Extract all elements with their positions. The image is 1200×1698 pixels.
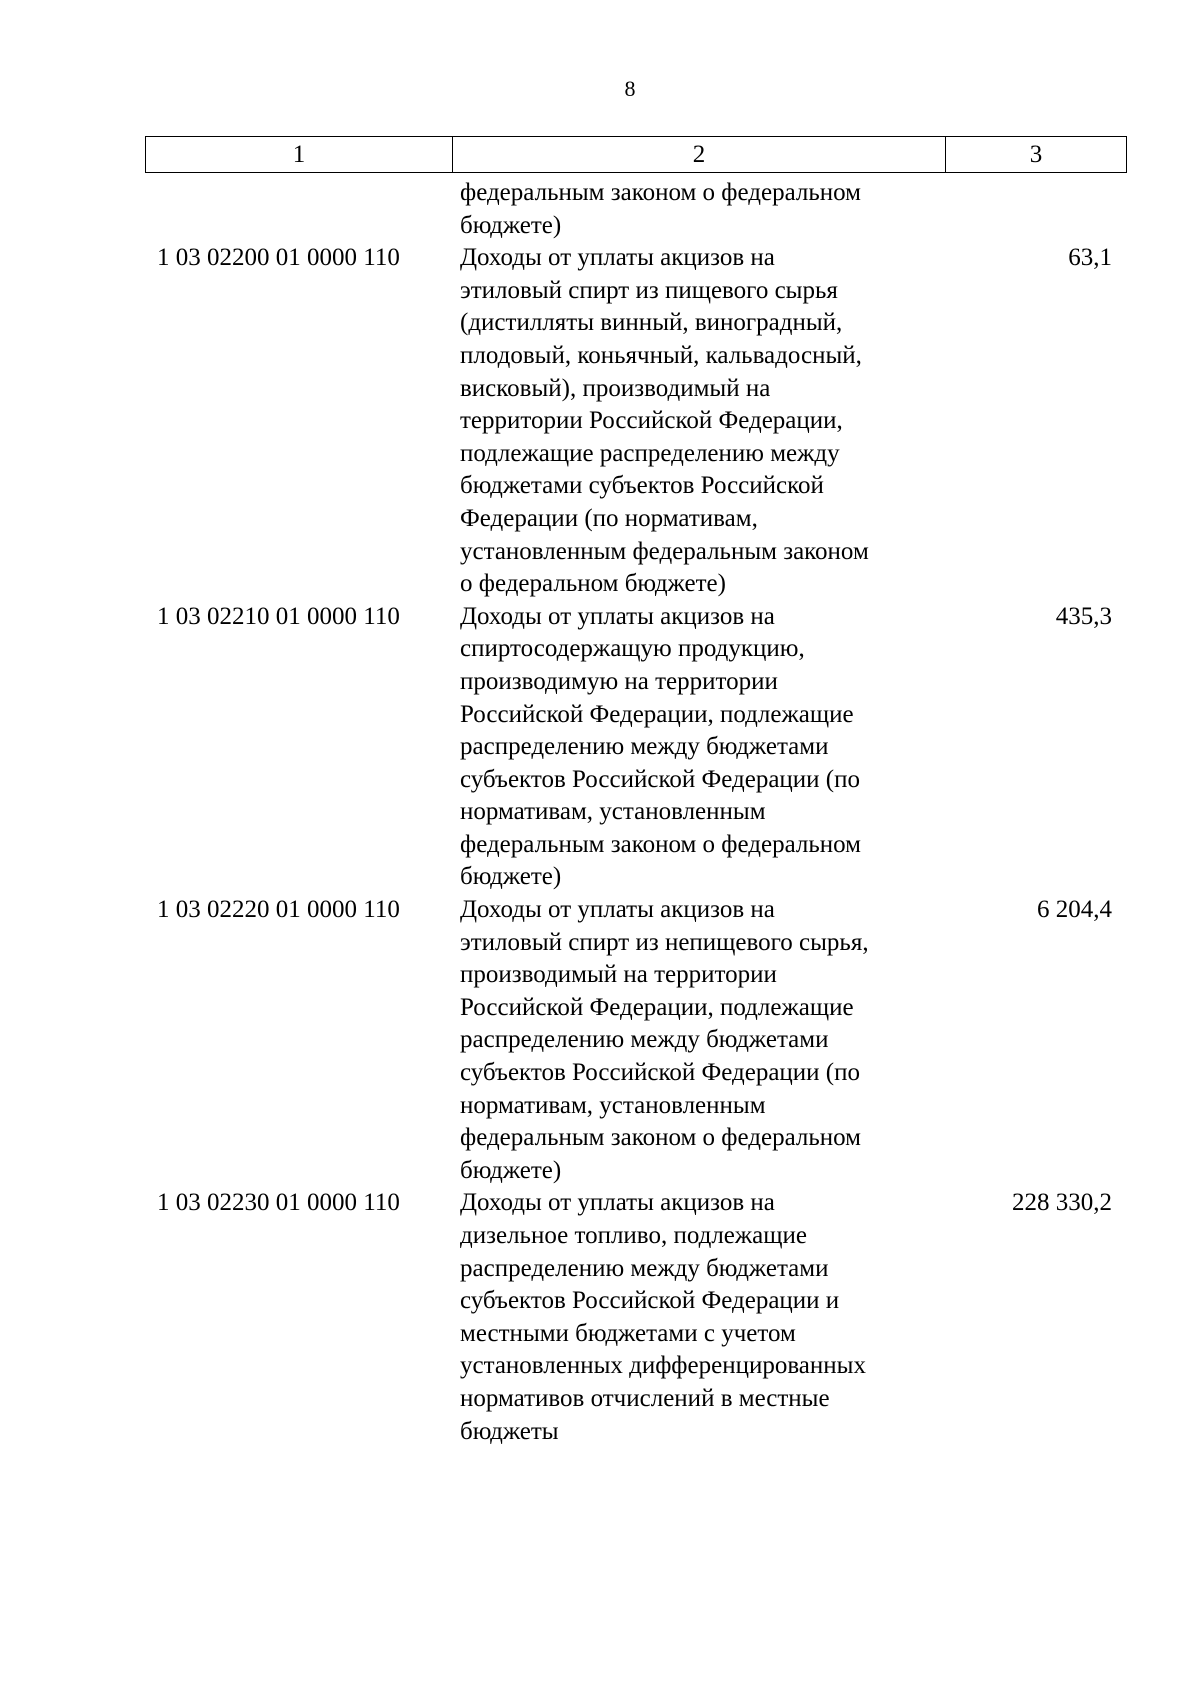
amount-value: 6 204,4	[1037, 896, 1112, 924]
description-line: подлежащие распределению между	[460, 439, 840, 467]
description-line: этиловый спирт из непищевого сырья,	[460, 928, 869, 956]
column-header-table	[145, 136, 1127, 173]
description-line: федеральным законом о федеральном	[460, 830, 861, 858]
description-line: распределению между бюджетами	[460, 1254, 829, 1282]
amount-value: 63,1	[1068, 244, 1112, 272]
description-line: федеральным законом о федеральном	[460, 179, 861, 206]
table-row	[145, 242, 1123, 601]
column-header-3: 3	[946, 137, 1127, 173]
continuation-row	[145, 177, 1123, 242]
description-line: Российской Федерации, подлежащие	[460, 700, 854, 728]
description-line: бюджете)	[460, 863, 562, 891]
description-line: бюджете)	[460, 1156, 562, 1184]
budget-code: 1 03 02210 01 0000 110	[157, 602, 400, 630]
description-line: субъектов Российской Федерации (по	[460, 765, 860, 793]
description-line: распределению между бюджетами	[460, 1026, 829, 1054]
budget-code: 1 03 02230 01 0000 110	[157, 1189, 400, 1217]
description-cell	[451, 1187, 943, 1448]
description-cell	[451, 601, 943, 894]
description-line: этиловый спирт из пищевого сырья	[460, 276, 838, 304]
description-line: производимый на территории	[460, 961, 777, 989]
description-line: федеральным законом о федеральном	[460, 1124, 861, 1152]
description-line: висковый), производимый на	[460, 374, 771, 402]
budget-code: 1 03 02200 01 0000 110	[157, 244, 400, 272]
description-line: (дистилляты винный, виноградный,	[460, 309, 843, 337]
description-line: местными бюджетами с учетом	[460, 1319, 796, 1347]
description-line: бюджетами субъектов Российской	[460, 472, 824, 500]
description-line: Федерации (по нормативам,	[460, 504, 758, 532]
description-line: плодовый, коньячный, кальвадосный,	[460, 341, 862, 369]
column-header-2: 2	[453, 137, 946, 173]
column-header-row	[146, 137, 1127, 173]
table-body	[145, 177, 1123, 1448]
code-cell	[145, 177, 451, 242]
description-line: распределению между бюджетами	[460, 733, 829, 761]
description-line: Российской Федерации, подлежащие	[460, 993, 854, 1021]
amount-value: 228 330,2	[1012, 1189, 1112, 1217]
table-row	[145, 601, 1123, 894]
page-number: 8	[624, 76, 636, 101]
table-row	[145, 1187, 1123, 1448]
description-line: нормативам, установленным	[460, 1091, 766, 1119]
description-line: субъектов Российской Федерации и	[460, 1287, 840, 1315]
description-line: спиртосодержащую продукцию,	[460, 635, 805, 663]
table-row	[145, 894, 1123, 1187]
amount-cell	[943, 177, 1123, 242]
description-line: субъектов Российской Федерации (по	[460, 1059, 860, 1087]
description-line: нормативам, установленным	[460, 798, 766, 826]
description-line: территории Российской Федерации,	[460, 407, 843, 435]
description-line: о федеральном бюджете)	[460, 570, 726, 598]
description-cell	[451, 894, 943, 1187]
description-line: нормативов отчислений в местные	[460, 1384, 830, 1412]
description-line: бюджеты	[460, 1417, 559, 1445]
description-line: Доходы от уплаты акцизов на	[460, 244, 775, 272]
description-line: установленных дифференцированных	[460, 1352, 866, 1380]
description-line: установленным федеральным законом	[460, 537, 869, 565]
description-line: Доходы от уплаты акцизов на	[460, 1189, 775, 1217]
description-line: дизельное топливо, подлежащие	[460, 1222, 807, 1249]
description-cell	[451, 177, 943, 242]
column-header-1: 1	[146, 137, 453, 173]
description-line: Доходы от уплаты акцизов на	[460, 602, 775, 630]
rows-container	[145, 242, 1123, 1448]
description-line: бюджете)	[460, 211, 562, 239]
description-cell	[451, 242, 943, 601]
description-line: Доходы от уплаты акцизов на	[460, 896, 775, 924]
description-line: производимую на территории	[460, 667, 778, 695]
budget-code: 1 03 02220 01 0000 110	[157, 896, 400, 924]
amount-value: 435,3	[1055, 602, 1112, 630]
